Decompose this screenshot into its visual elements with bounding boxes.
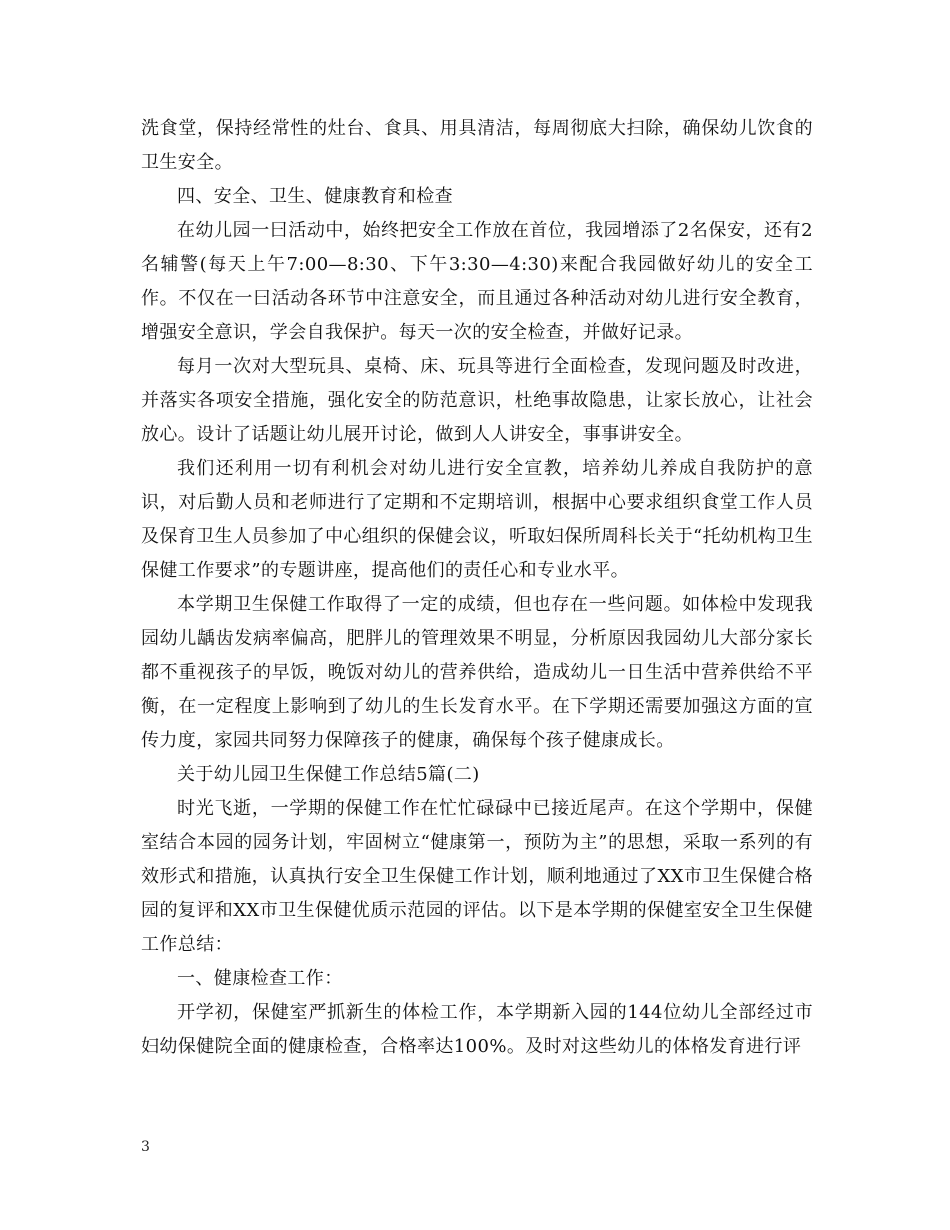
- paragraph: 每月一次对大型玩具、桌椅、床、玩具等进行全面检查，发现问题及时改进，并落实各项安全措施，强化安全的防范意识，杜绝事故隐患，让家长放心，让社会放心。设计了话题让幼儿展开讨论，做到人人讲安全，事事讲安全。: [141, 356, 813, 445]
- page-number: 3: [141, 1139, 150, 1155]
- section-heading: 一、健康检查工作：: [177, 968, 343, 989]
- section-heading: 四、安全、卫生、健康教育和检查: [177, 186, 453, 207]
- paragraph: 时光飞逝，一学期的保健工作在忙忙碌碌中已接近尾声。在这个学期中，保健室结合本园的园务计划，牢固树立“健康第一，预防为主”的思想，采取一系列的有效形式和措施，认真执行安全卫生保健工作计划，顺利地通过了XX市卫生保健合格园的复评和XX市卫生保健优质示范园的评估。以下是本学期的保健室安全卫生保健工作总结：: [141, 798, 813, 955]
- paragraph: 开学初，保健室严抓新生的体检工作，本学期新入园的144位幼儿全部经过市妇幼保健院全面的健康检查，合格率达100%。及时对这些幼儿的体格发育进行评: [141, 1002, 813, 1057]
- paragraph: 洗食堂，保持经常性的灶台、食具、用具清洁，每周彻底大扫除，确保幼儿饮食的卫生安全。: [141, 118, 813, 173]
- paragraph: 我们还利用一切有利机会对幼儿进行安全宣教，培养幼儿养成自我防护的意识，对后勤人员和老师进行了定期和不定期培训，根据中心要求组织食堂工作人员及保育卫生人员参加了中心组织的保健会议，听取妇保所周科长关于“托幼机构卫生保健工作要求”的专题讲座，提高他们的责任心和专业水平。: [141, 458, 813, 581]
- paragraph: 本学期卫生保健工作取得了一定的成绩，但也存在一些问题。如体检中发现我园幼儿龋齿发病率偏高，肥胖儿的管理效果不明显，分析原因我园幼儿大部分家长都不重视孩子的早饭，晚饭对幼儿的营养供给，造成幼儿一日生活中营养供给不平衡，在一定程度上影响到了幼儿的生长发育水平。在下学期还需要加强这方面的宣传力度，家园共同努力保障孩子的健康，确保每个孩子健康成长。: [141, 594, 813, 751]
- paragraph: 在幼儿园一曰活动中，始终把安全工作放在首位，我园增添了2名保安，还有2名辅警(每天上午7:00—8:30、下午3:30—4:30)来配合我园做好幼儿的安全工作。不仅在一曰活动各环节中注意安全，而且通过各种活动对幼儿进行安全教育，增强安全意识，学会自我保护。每天一次的安全检查，并做好记录。: [141, 220, 813, 343]
- document-body: [141, 112, 813, 1064]
- article-title: 关于幼儿园卫生保健工作总结5篇(二): [177, 764, 480, 785]
